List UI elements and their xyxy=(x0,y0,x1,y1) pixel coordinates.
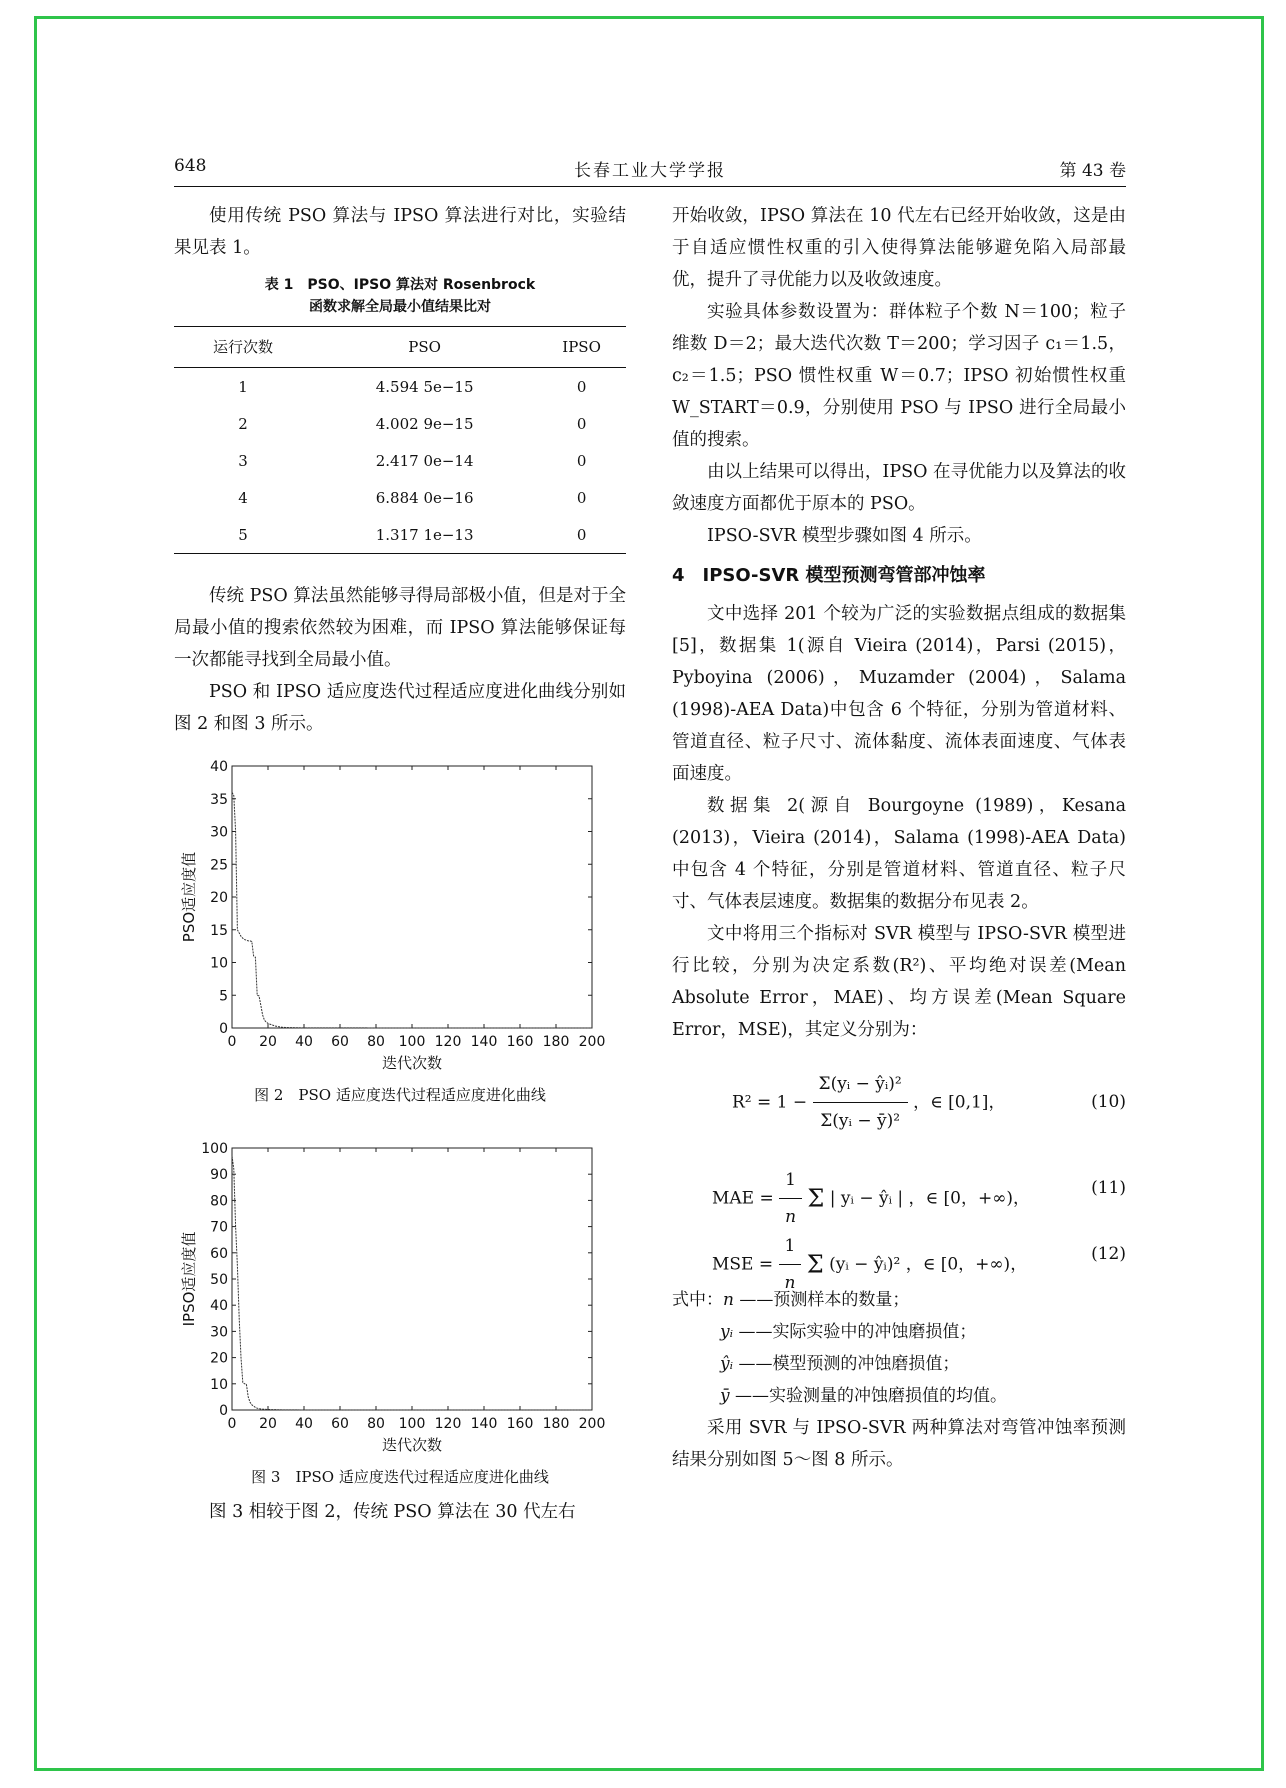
definition-row xyxy=(672,1316,1126,1348)
x-tick-label: 200 xyxy=(578,1034,606,1050)
body-paragraph: IPSO-SVR 模型步骤如图 4 所示。 xyxy=(707,526,982,546)
definition-row xyxy=(672,1380,1126,1412)
definition-symbol: ŷᵢ xyxy=(720,1354,734,1374)
body-paragraph: 文中将用三个指标对 SVR 模型与 IPSO-SVR 模型进行比较，分别为决定系数(R²)、平均绝对误差(Mean Absolute Error，MAE)、均方误差(Mean Square Error，MSE)，其定义分别为： xyxy=(672,924,1126,1040)
formula-12-number: (12) xyxy=(1091,1244,1126,1264)
definition-text: ——模型预测的冲蚀磨损值； xyxy=(738,1354,960,1374)
formula-11-coefficient: $\frac{1}{n}$ xyxy=(779,1164,802,1233)
body-paragraph: 实验具体参数设置为：群体粒子个数 N＝100；粒子维数 D＝2；最大迭代次数 T＝200；学习因子 c₁＝1.5，c₂＝1.5；PSO 惯性权重 W＝0.7；IPSO 初始惯性权重 W_START＝0.9，分别使用 PSO 与 IPSO 进行全局最小值的搜索。 xyxy=(672,302,1126,450)
body-paragraph: 开始收敛，IPSO 算法在 10 代左右已经开始收敛，这是由于自适应惯性权重的引入使得算法能够避免陷入局部最优，提升了寻优能力以及收敛速度。 xyxy=(672,206,1126,290)
y-tick-label: 0 xyxy=(219,1021,228,1037)
x-tick-label: 100 xyxy=(398,1416,426,1432)
journal-title: 长春工业大学学报 xyxy=(574,161,726,181)
table-cell: 2 xyxy=(238,414,248,433)
body-paragraph: 图 3 相较于图 2，传统 PSO 算法在 30 代左右 xyxy=(209,1502,576,1522)
y-tick-label: 10 xyxy=(210,955,228,972)
table-cell: 4.002 9e−15 xyxy=(375,414,474,433)
section-heading: 4 IPSO-SVR 模型预测弯管部冲蚀率 xyxy=(672,565,986,586)
definition-text: ——实际实验中的冲蚀磨损值； xyxy=(738,1322,977,1342)
y-tick-label: 80 xyxy=(210,1193,228,1210)
body-paragraph: 数据集 2(源自 Bourgoyne (1989)，Kesana (2013)，Vieira (2014)，Salama (1998)-AEA Data)中包含 4 个特征，分别是管道材料、管道直径、粒子尺寸、气体表层速度。数据集的数据分布见表 2。 xyxy=(672,796,1126,912)
body-paragraph: PSO 和 IPSO 适应度迭代过程适应度进化曲线分别如图 2 和图 3 所示。 xyxy=(174,682,626,734)
formula-10-lhs: R² = 1 − xyxy=(732,1092,808,1113)
table1-header: PSO xyxy=(312,327,537,368)
formula-12 xyxy=(672,1218,1126,1293)
body-paragraph: 传统 PSO 算法虽然能够寻得局部极小值，但是对于全局最小值的搜索依然较为困难，而 IPSO 算法能够保证每一次都能寻找到全局最小值。 xyxy=(174,586,626,670)
x-tick-label: 180 xyxy=(542,1034,570,1050)
body-paragraph: 由以上结果可以得出，IPSO 在寻优能力以及算法的收敛速度方面都优于原本的 PSO。 xyxy=(672,462,1126,514)
y-tick-label: 60 xyxy=(210,1245,228,1262)
table1-header: IPSO xyxy=(537,327,626,368)
formula-12-range: ，∈ [0，+∞)， xyxy=(905,1254,1028,1275)
formula-12-lhs: MSE = xyxy=(712,1254,779,1275)
x-tick-label: 120 xyxy=(434,1034,462,1050)
x-tick-label: 20 xyxy=(259,1034,277,1050)
x-tick-label: 100 xyxy=(398,1034,426,1050)
y-tick-label: 40 xyxy=(210,759,228,775)
definition-row xyxy=(672,1348,1126,1380)
definition-symbol: n xyxy=(723,1290,734,1310)
plot-frame xyxy=(232,766,592,1028)
x-tick-label: 80 xyxy=(367,1416,385,1432)
y-tick-label: 100 xyxy=(201,1141,228,1157)
x-tick-label: 80 xyxy=(367,1034,385,1050)
formula-11 xyxy=(672,1152,1126,1227)
table1-header: 运行次数 xyxy=(174,327,312,368)
fitness-curve xyxy=(232,792,592,1028)
figure-2-caption: 图 2 PSO 适应度迭代过程适应度进化曲线 xyxy=(254,1086,546,1104)
table-row xyxy=(174,368,626,406)
y-tick-label: 70 xyxy=(210,1219,228,1236)
table-cell: 0 xyxy=(537,516,626,554)
table1-caption-line2: 函数求解全局最小值结果比对 xyxy=(309,299,491,315)
y-tick-label: 40 xyxy=(210,1298,228,1315)
table-row xyxy=(174,479,626,516)
x-tick-label: 40 xyxy=(295,1034,313,1050)
x-tick-label: 140 xyxy=(470,1034,498,1050)
x-tick-label: 120 xyxy=(434,1416,462,1432)
table1-caption-line1: 表 1 PSO、IPSO 算法对 Rosenbrock xyxy=(264,277,536,293)
y-tick-label: 0 xyxy=(219,1403,228,1419)
table-cell: 0 xyxy=(576,451,587,470)
x-tick-label: 140 xyxy=(470,1416,498,1432)
y-tick-label: 35 xyxy=(210,791,228,808)
table-row xyxy=(174,442,626,479)
body-paragraph: 文中选择 201 个较为广泛的实验数据点组成的数据集[5]，数据集 1(源自 Vieira (2014)，Parsi (2015)，Pyboyina (2006)，Muzamder (2004)，Salama (1998)-AEA Data)中包含 6 个特征，分别为管道材料、管道直径、粒子尺寸、流体黏度、流体表面速度、气体表面速度。 xyxy=(672,604,1126,784)
formula-10-fraction xyxy=(813,1068,908,1137)
x-tick-label: 60 xyxy=(331,1034,349,1050)
x-tick-label: 180 xyxy=(542,1416,570,1432)
x-tick-label: 160 xyxy=(506,1034,534,1050)
ipso-fitness-chart xyxy=(174,1136,626,1466)
table1-caption xyxy=(174,274,626,318)
figure-3-caption: 图 3 IPSO 适应度迭代过程适应度进化曲线 xyxy=(251,1468,549,1486)
page-number: 648 xyxy=(174,156,207,176)
sum-symbol: Σ xyxy=(807,1184,825,1213)
formula-12-coefficient: $\frac{1}{n}$ xyxy=(779,1230,802,1299)
formula-10-number: (10) xyxy=(1091,1092,1126,1112)
y-tick-label: 90 xyxy=(210,1167,228,1184)
formula-10-range: ，∈ [0,1]， xyxy=(913,1092,1006,1113)
body-paragraph: 采用 SVR 与 IPSO-SVR 两种算法对弯管冲蚀率预测结果分别如图 5～图 8 所示。 xyxy=(672,1418,1126,1470)
symbol-definitions xyxy=(672,1284,1126,1412)
table1 xyxy=(174,326,626,554)
figure-3 xyxy=(174,1136,626,1466)
definition-text: ——预测样本的数量； xyxy=(739,1290,910,1310)
formula-11-lhs: MAE = xyxy=(712,1188,780,1209)
y-axis-label: IPSO适应度值 xyxy=(180,1231,198,1327)
y-tick-label: 30 xyxy=(210,1324,228,1341)
formula-10 xyxy=(672,1058,1126,1152)
table-cell: 1 xyxy=(238,377,248,396)
definition-text: ——实验测量的冲蚀磨损值的均值。 xyxy=(735,1386,1008,1406)
y-tick-label: 50 xyxy=(210,1272,228,1288)
x-tick-label: 0 xyxy=(227,1416,237,1432)
table-cell: 4.594 5e−15 xyxy=(375,377,474,396)
definition-symbol: ȳ xyxy=(720,1386,730,1406)
y-tick-label: 5 xyxy=(219,988,228,1005)
table-cell: 3 xyxy=(238,451,248,470)
table-cell: 0 xyxy=(576,488,587,507)
figure-2 xyxy=(174,754,626,1084)
formula-11-range: ，∈ [0，+∞)， xyxy=(908,1188,1031,1209)
formula-10-numerator: Σ(yᵢ − ŷᵢ)² xyxy=(813,1068,908,1103)
fitness-curve xyxy=(232,1156,592,1410)
formula-10-denominator: Σ(yᵢ − ȳ)² xyxy=(820,1111,901,1131)
y-tick-label: 10 xyxy=(210,1376,228,1393)
table-cell: 0 xyxy=(576,377,587,396)
y-axis-label: PSO适应度值 xyxy=(180,851,198,943)
header-rule xyxy=(174,186,1126,187)
table-cell: 5 xyxy=(174,516,312,554)
x-axis-label: 迭代次数 xyxy=(381,1436,443,1454)
left-column xyxy=(174,200,626,1528)
table-cell: 4 xyxy=(238,488,248,507)
x-axis-label: 迭代次数 xyxy=(381,1054,443,1072)
right-column xyxy=(672,200,1126,1476)
table-cell: 2.417 0e−14 xyxy=(375,451,474,470)
plot-frame xyxy=(232,1148,592,1410)
table-row xyxy=(174,405,626,442)
sum-symbol: Σ xyxy=(806,1250,824,1279)
x-tick-label: 20 xyxy=(259,1416,277,1432)
table-cell: 0 xyxy=(576,414,587,433)
x-tick-label: 200 xyxy=(578,1416,606,1432)
x-tick-label: 0 xyxy=(227,1034,237,1050)
x-tick-label: 60 xyxy=(331,1416,349,1432)
running-header xyxy=(174,152,1126,186)
y-tick-label: 20 xyxy=(210,890,228,906)
x-tick-label: 160 xyxy=(506,1416,534,1432)
volume-label: 第 43 卷 xyxy=(1059,161,1126,181)
y-tick-label: 15 xyxy=(210,922,228,939)
table-cell: 6.884 0e−16 xyxy=(375,488,474,507)
y-tick-label: 25 xyxy=(210,857,228,874)
formula-12-body: (yᵢ − ŷᵢ)² xyxy=(829,1254,901,1275)
pso-fitness-chart xyxy=(174,754,626,1084)
table-row xyxy=(174,516,626,554)
defs-intro: 式中： xyxy=(672,1290,723,1310)
y-tick-label: 30 xyxy=(210,824,228,841)
x-tick-label: 40 xyxy=(295,1416,313,1432)
intro-paragraph: 使用传统 PSO 算法与 IPSO 算法进行对比，实验结果见表 1。 xyxy=(174,206,626,258)
y-tick-label: 20 xyxy=(210,1350,228,1367)
formula-11-body: | yᵢ − ŷᵢ | xyxy=(829,1188,904,1209)
definition-symbol: yᵢ xyxy=(720,1322,734,1342)
formula-11-number: (11) xyxy=(1091,1178,1126,1198)
table-cell: 1.317 1e−13 xyxy=(312,516,537,554)
